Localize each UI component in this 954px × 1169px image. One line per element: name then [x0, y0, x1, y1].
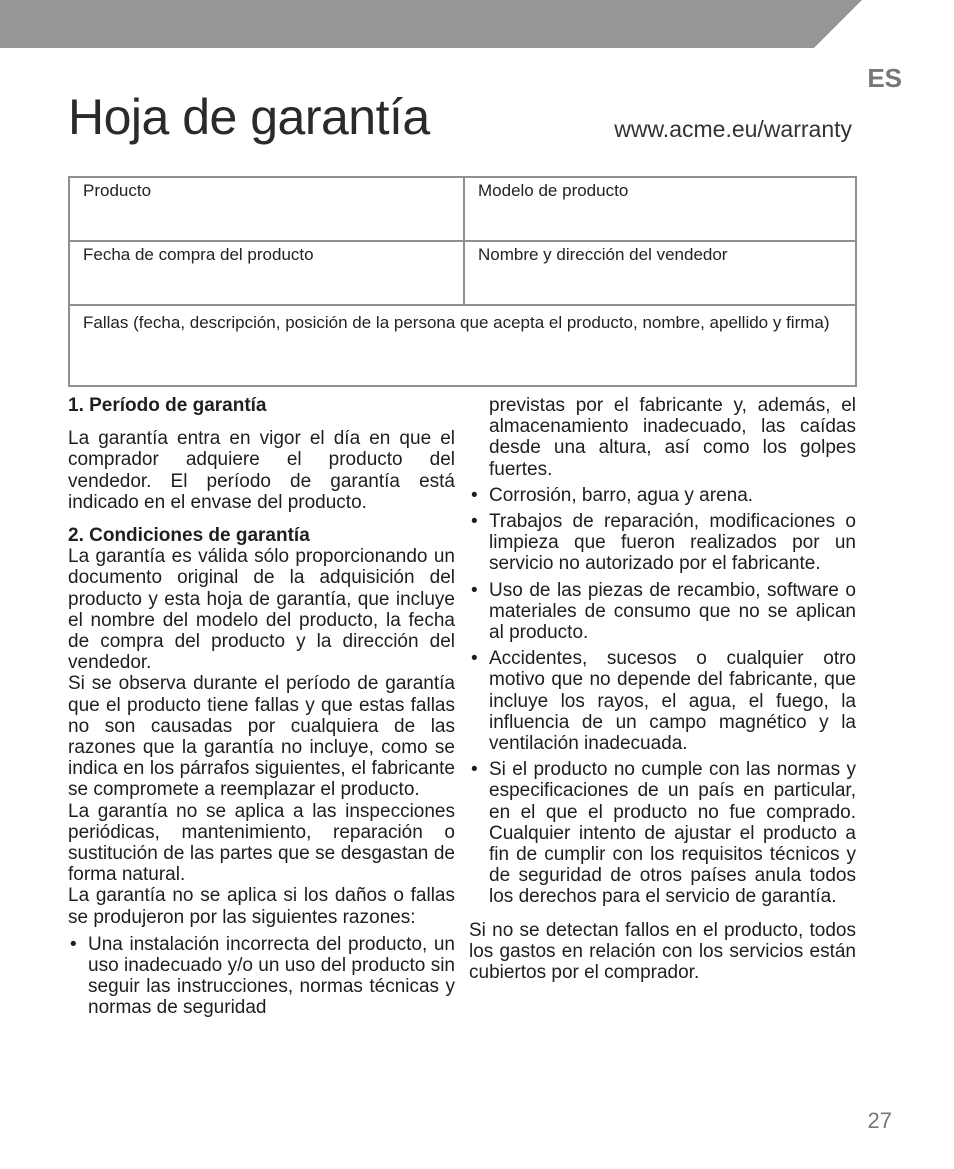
section2-paragraph-3: La garantía no se aplica a las inspecciones periódicas, mantenimiento, reparación o sustitución de las partes que se desgastan de forma natural. — [68, 800, 455, 886]
list-item-text: Uso de las piezas de recambio, software o materiales de consumo que no se aplican al producto. — [489, 579, 856, 644]
warranty-url: www.acme.eu/warranty — [614, 116, 852, 142]
bullet-icon: • — [471, 759, 478, 781]
list-item — [469, 580, 856, 644]
closing-paragraph: Si no se detectan fallos en el producto, todos los gastos en relación con los servicios están cubiertos por el comprador. — [469, 919, 856, 984]
seller-field[interactable] — [464, 241, 856, 305]
list-item — [469, 759, 856, 907]
list-item — [469, 485, 856, 506]
list-item-text: Accidentes, sucesos o cualquier otro motivo que no depende del fabricante, que incluye los rayos, el agua, el fuego, la influencia de un campo magnético y la ventilación inadecuada. — [489, 648, 856, 755]
section2-paragraph-4: La garantía no se aplica si los daños o fallas se produjeron por las siguientes razones: — [68, 885, 455, 928]
top-bar — [0, 0, 954, 48]
exclusions-list — [469, 395, 856, 908]
purchase-date-label: Fecha de compra del producto — [83, 245, 314, 264]
model-field[interactable] — [464, 177, 856, 241]
section2-paragraph-2: Si se observa durante el período de garantía que el producto tiene fallas y que estas fallas no son causadas por cualquiera de las razones que la garantía no incluye, como se indica en los párrafos siguientes, el fabricante se compromete a reemplazar el producto. — [68, 673, 455, 801]
model-label: Modelo de producto — [478, 181, 629, 200]
section2-heading: 2. Condiciones de garantía — [68, 525, 310, 547]
section1-text: La garantía entra en vigor el día en que el comprador adquiere el producto del vendedor. El período de garantía está indicado en el envase del producto. — [68, 428, 455, 513]
list-item-text: Si el producto no cumple con las normas y especificaciones de un país en particular, en el que el producto no fue comprado. Cualquier intento de ajustar el producto a fin de cumplir con los requisitos técnicos y de seguridad de otros países anula todos los derechos para el servicio de garantía. — [489, 759, 856, 908]
seller-label: Nombre y dirección del vendedor — [478, 245, 728, 264]
section1-heading: 1. Período de garantía — [68, 395, 267, 416]
warranty-form-table — [68, 176, 857, 387]
list-item — [469, 511, 856, 575]
list-item-text: Corrosión, barro, agua y arena. — [489, 484, 754, 506]
purchase-date-field[interactable] — [69, 241, 464, 305]
list-item-text: previstas por el fabricante y, además, el almacenamiento inadecuado, las caídas desde una altura, así como los golpes fuertes. — [489, 395, 856, 480]
bullet-icon: • — [70, 933, 77, 955]
faults-field[interactable] — [69, 305, 856, 386]
page-number: 27 — [867, 1108, 892, 1133]
list-item — [469, 648, 856, 754]
list-item-text: Trabajos de reparación, modificaciones o limpieza que fueron realizados por un servicio no autorizado por el fabricante. — [489, 511, 856, 575]
list-item-continuation — [469, 395, 856, 480]
bullet-icon: • — [471, 648, 478, 670]
list-item — [68, 934, 455, 1019]
page-title: Hoja de garantía — [68, 89, 430, 145]
list-item-text: Una instalación incorrecta del producto, un uso inadecuado y/o un uso del producto sin seguir las instrucciones, normas técnicas y normas de seguridad — [88, 933, 455, 1019]
product-field[interactable] — [69, 177, 464, 241]
right-column — [469, 395, 856, 983]
section2-paragraph-1: La garantía es válida sólo proporcionando un documento original de la adquisición del producto y esta hoja de garantía, que incluye el nombre del modelo del producto, la fecha de compra del producto y la dirección del vendedor. — [68, 546, 455, 674]
language-code: ES — [867, 63, 902, 93]
bullet-icon: • — [471, 511, 478, 533]
product-label: Producto — [83, 181, 152, 200]
left-column — [68, 395, 455, 1019]
faults-label: Fallas (fecha, descripción, posición de la persona que acepta el producto, nombre, apellido y firma) — [83, 313, 830, 332]
bullet-icon: • — [471, 579, 478, 601]
exclusions-list-start — [68, 934, 455, 1019]
bullet-icon: • — [471, 484, 478, 506]
